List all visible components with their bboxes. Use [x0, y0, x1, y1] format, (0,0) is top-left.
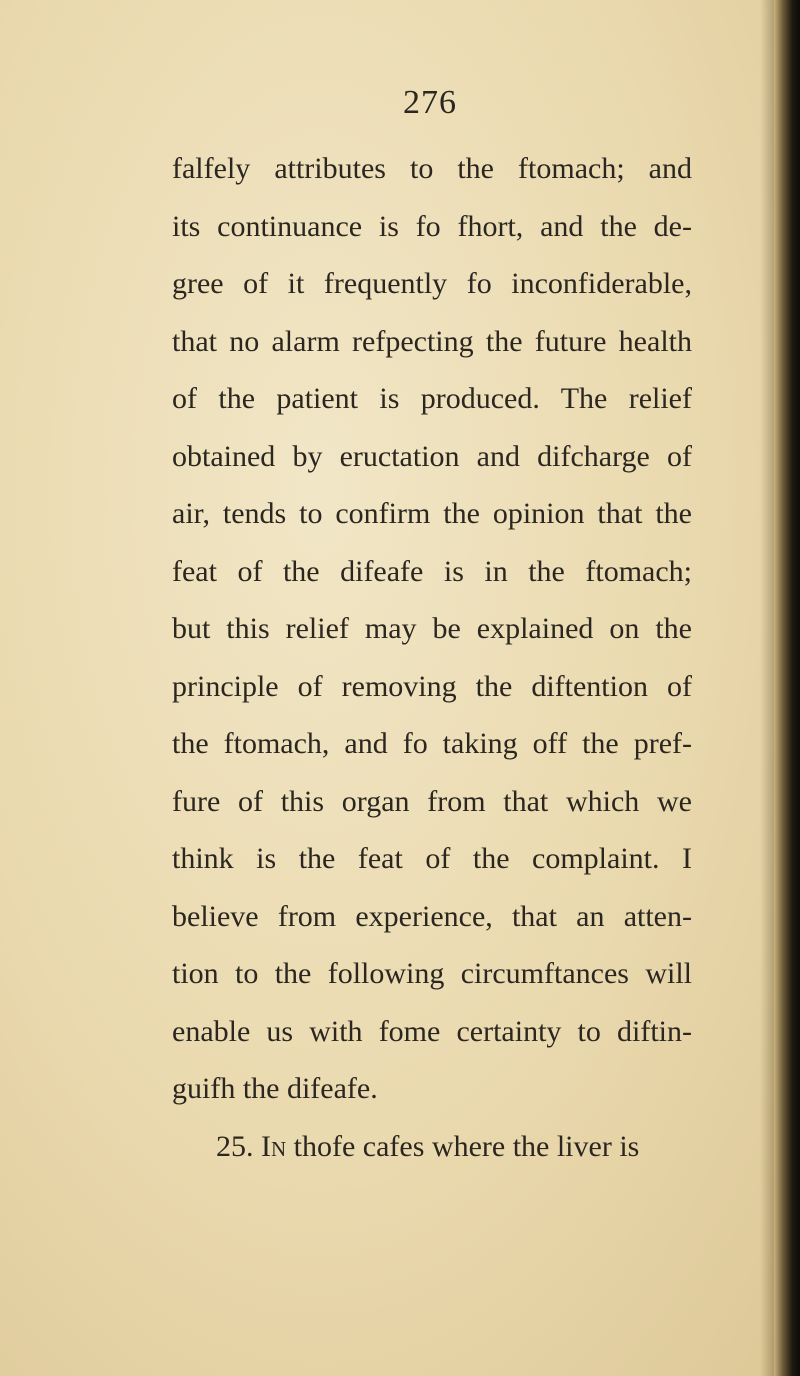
text-line: the ftomach, and fo taking off the pref-: [172, 727, 692, 760]
text-line: guifh the difeafe.: [172, 1072, 378, 1105]
binding-edge: [774, 0, 800, 1376]
text-line: but this relief may be explained on the: [172, 612, 692, 645]
page-number: 276: [403, 84, 457, 121]
text-line: feat of the difeafe is in the ftomach;: [172, 554, 692, 588]
text-line: of the patient is produced. The relief: [172, 382, 692, 415]
paragraph-text: thofe cafes where the liver is: [293, 1129, 640, 1163]
paragraph-number: 25.: [216, 1129, 254, 1163]
text-line: principle of removing the diftention of: [172, 669, 692, 703]
text-line: falfely attributes to the ftomach; and: [172, 152, 692, 185]
body-text: [172, 140, 692, 1175]
text-line: enable us with fome certainty to diftin-: [172, 1014, 692, 1048]
text-line: air, tends to confirm the opinion that the: [172, 497, 692, 530]
text-line: obtained by eructation and difcharge of: [172, 439, 692, 473]
paragraph-start: [172, 1118, 692, 1176]
text-line: that no alarm refpecting the future health: [172, 324, 692, 358]
text-line: think is the feat of the complaint. I: [172, 842, 692, 875]
text-line: tion to the following circumftances will: [172, 957, 692, 990]
paragraph-lead-word: In: [261, 1129, 287, 1163]
text-line: fure of this organ from that which we: [172, 784, 692, 818]
text-line: believe from experience, that an atten-: [172, 899, 692, 933]
text-line: its continuance is fo fhort, and the de-: [172, 209, 692, 243]
text-line: gree of it frequently fo inconfiderable,: [172, 267, 692, 300]
